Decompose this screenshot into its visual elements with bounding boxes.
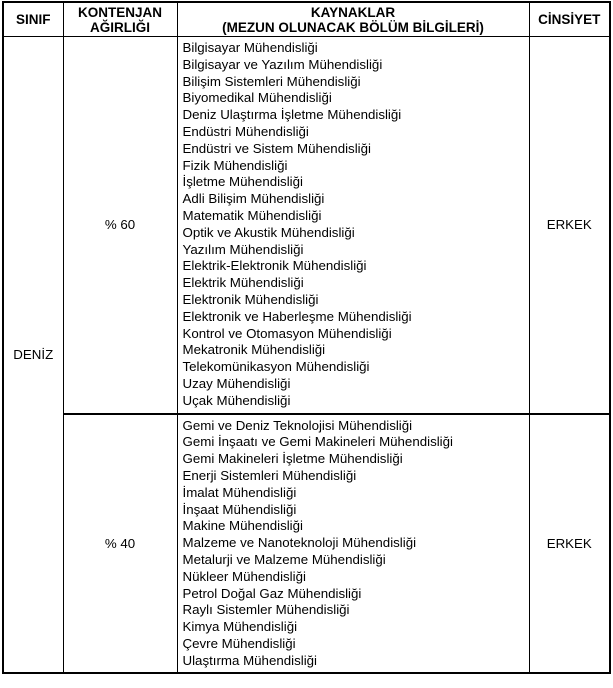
header-cinsiyet-label: CİNSİYET: [538, 12, 601, 27]
sinif-cell: [3, 37, 63, 674]
weight-value: % 40: [104, 536, 136, 551]
department-item: Malzeme ve Nanoteknoloji Mühendisliği: [182, 535, 417, 551]
department-item: İnşaat Mühendisliği: [182, 501, 297, 517]
department-item: Uçak Mühendisliği: [182, 392, 291, 408]
header-cinsiyet: [529, 2, 610, 37]
department-item: Mekatronik Mühendisliği: [182, 342, 326, 358]
department-item: Yazılım Mühendisliği: [182, 241, 304, 257]
weight-value: % 60: [104, 217, 136, 233]
department-item: Makine Mühendisliği: [182, 518, 303, 534]
header-kaynaklar-line2: (MEZUN OLUNACAK BÖLÜM BİLGİLERİ): [222, 19, 484, 35]
quota-table: [2, 1, 611, 674]
department-item: Metalurji ve Malzeme Mühendisliği: [182, 551, 386, 567]
department-item: Ulaştırma Mühendisliği: [182, 652, 317, 668]
department-item: Gemi ve Deniz Teknolojisi Mühendisliği: [182, 417, 413, 433]
department-item: Bilgisayar Mühendisliği: [182, 40, 318, 55]
table-row-group-1: [3, 37, 610, 414]
departments-cell: [177, 414, 529, 674]
department-item: Deniz Ulaştırma İşletme Mühendisliği: [182, 107, 402, 123]
department-item: Telekomünikasyon Mühendisliği: [182, 359, 370, 375]
department-item: Matematik Mühendisliği: [182, 207, 322, 223]
department-item: Endüstri Mühendisliği: [182, 123, 309, 139]
gender-cell: [529, 37, 610, 414]
header-row: [3, 2, 610, 37]
department-item: Nükleer Mühendisliği: [182, 568, 306, 584]
department-item: Petrol Doğal Gaz Mühendisliği: [182, 585, 362, 601]
department-item: Bilgisayar ve Yazılım Mühendisliği: [182, 56, 383, 72]
department-item: Kimya Mühendisliği: [182, 619, 298, 635]
gender-value: ERKEK: [546, 217, 592, 233]
department-item: Optik ve Akustik Mühendisliği: [182, 224, 355, 240]
departments-cell: [177, 37, 529, 414]
header-kontenjan-line2: AĞIRLIĞI: [90, 19, 150, 35]
department-item: Gemi Makineleri İşletme Mühendisliği: [182, 451, 403, 467]
weight-cell: [63, 37, 177, 414]
department-item: Biyomedikal Mühendisliği: [182, 90, 332, 106]
department-item: Enerji Sistemleri Mühendisliği: [182, 467, 357, 483]
department-item: Elektronik Mühendisliği: [182, 291, 319, 307]
header-kontenjan-line1: KONTENJAN: [77, 4, 162, 20]
department-item: Elektronik ve Haberleşme Mühendisliği: [182, 308, 412, 324]
gender-cell: [529, 414, 610, 674]
department-item: Fizik Mühendisliği: [182, 157, 288, 173]
department-item: Bilişim Sistemleri Mühendisliği: [182, 73, 361, 89]
header-kaynaklar-line1: KAYNAKLAR: [310, 4, 396, 20]
table-row-group-2: [3, 414, 610, 674]
department-item: Uzay Mühendisliği: [182, 375, 291, 391]
department-item: Gemi İnşaatı ve Gemi Makineleri Mühendisliği: [182, 434, 453, 450]
department-item: İşletme Mühendisliği: [182, 174, 303, 190]
department-item: Elektrik Mühendisliği: [182, 275, 304, 291]
header-kontenjan: [63, 2, 177, 37]
sinif-value: DENİZ: [13, 347, 54, 363]
department-item: İmalat Mühendisliği: [182, 484, 297, 500]
department-item: Endüstri ve Sistem Mühendisliği: [182, 140, 371, 156]
header-kaynaklar: [177, 2, 529, 37]
department-item: Çevre Mühendisliği: [182, 635, 296, 651]
weight-cell: [63, 414, 177, 674]
header-sinif-label: SINIF: [15, 12, 51, 27]
gender-value: ERKEK: [546, 536, 592, 551]
department-item: Kontrol ve Otomasyon Mühendisliği: [182, 325, 392, 341]
department-item: Elektrik-Elektronik Mühendisliği: [182, 258, 367, 274]
header-sinif: [3, 2, 63, 37]
department-item: Raylı Sistemler Mühendisliği: [182, 602, 350, 618]
department-item: Adli Bilişim Mühendisliği: [182, 191, 325, 207]
